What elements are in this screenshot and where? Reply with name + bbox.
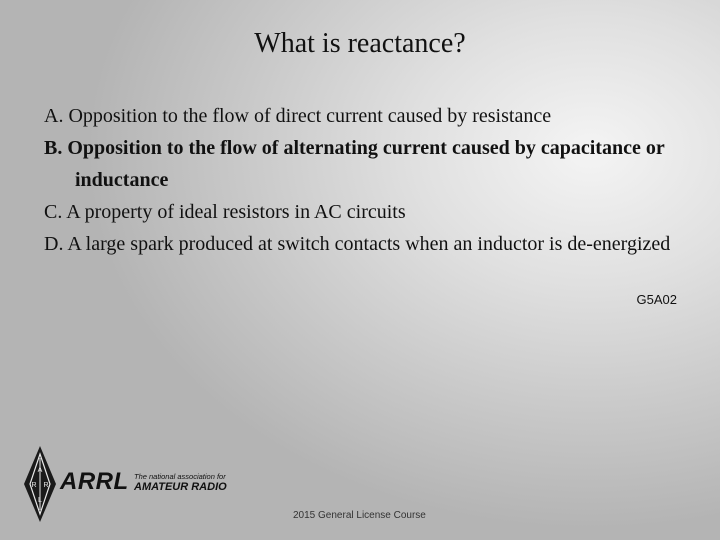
answer-list — [44, 100, 694, 260]
svg-text:R: R — [43, 482, 49, 489]
arrl-tagline-text: The national association for — [134, 472, 226, 481]
svg-text:L: L — [38, 497, 42, 504]
arrl-logo — [22, 444, 242, 524]
svg-text:A: A — [37, 467, 43, 474]
arrl-wordmark: ARRL — [60, 468, 129, 495]
answer-a: A. Opposition to the flow of direct current caused by resistance — [44, 105, 552, 127]
answer-b-correct: B. Opposition to the flow of alternating current caused by capacitance or inductance — [44, 137, 665, 191]
arrl-tagline — [134, 472, 227, 493]
question-code: G5A02 — [636, 292, 677, 307]
footer-course-label: 2015 General License Course — [293, 510, 426, 521]
answer-d: D. A large spark produced at switch contacts when an inductor is de-energized — [44, 233, 671, 255]
svg-text:R: R — [31, 482, 37, 489]
arrl-tagline-sub: AMATEUR RADIO — [134, 481, 227, 493]
slide-title: What is reactance? — [254, 28, 466, 59]
arrl-diamond-icon — [22, 444, 58, 524]
answer-c: C. A property of ideal resistors in AC circuits — [44, 201, 406, 223]
